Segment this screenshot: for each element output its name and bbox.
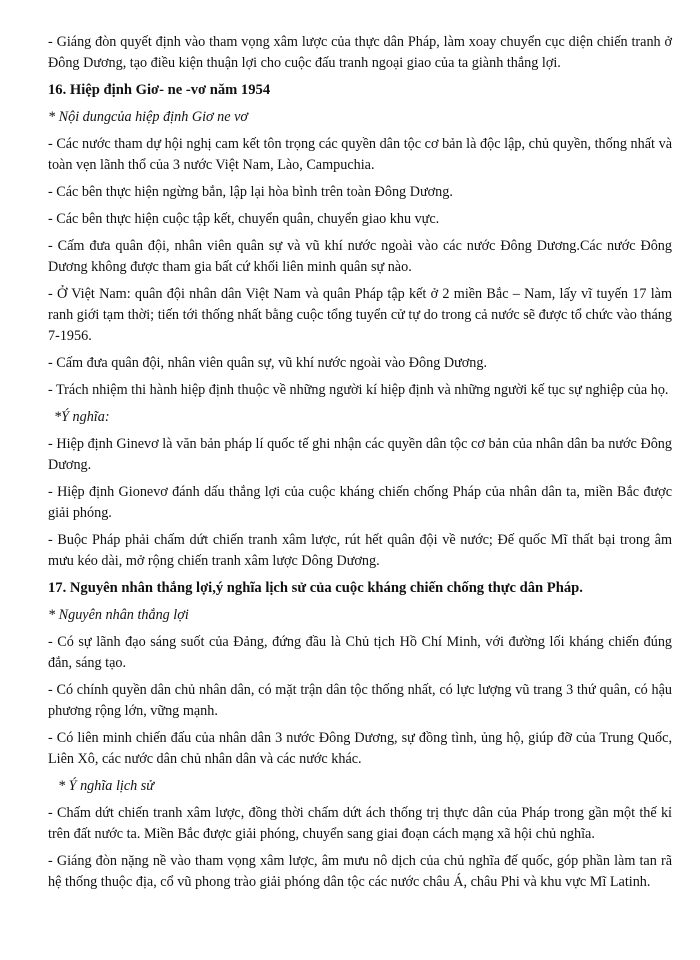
content-item: - Các bên thực hiện ngừng bắn, lập lại hòa bình trên toàn Đông Dương. [48, 184, 453, 200]
causes-subheading: * Nguyên nhân thắng lợi [48, 607, 189, 623]
meaning-item: - Hiệp định Gionevơ đánh dấu thắng lợi của cuộc kháng chiến chống Pháp của nhân dân ta, miền Bắc được giải phóng. [48, 484, 672, 521]
content-item: - Các nước tham dự hội nghị cam kết tôn trọng các quyền dân tộc cơ bản là độc lập, chủ quyền, thống nhất và toàn vẹn lãnh thổ của 3 nước Việt Nam, Lào, Campuchia. [48, 136, 672, 173]
section-17-heading: 17. Nguyên nhân thắng lợi,ý nghĩa lịch sử của cuộc kháng chiến chống thực dân Pháp. [48, 580, 583, 596]
content-item: - Cấm đưa quân đội, nhân viên quân sự và vũ khí nước ngoài vào các nước Đông Dương.Các nước Đông Dương không được tham gia bất cứ khối liên minh quân sự nào. [48, 238, 672, 275]
meaning-item: - Buộc Pháp phải chấm dứt chiến tranh xâm lược, rút hết quân đội về nước; Đế quốc Mĩ thất bại trong âm mưu kéo dài, mở rộng chiến tranh xâm lược Dông Dương. [48, 532, 672, 569]
content-item: - Các bên thực hiện cuộc tập kết, chuyển quân, chuyển giao khu vực. [48, 211, 440, 227]
meaning-subheading: *Ý nghĩa: [54, 409, 110, 425]
content-item: - Trách nhiệm thi hành hiệp định thuộc về những người kí hiệp định và những người kế tục sự nghiệp của họ. [48, 382, 669, 398]
meaning-item: - Hiệp định Ginevơ là văn bản pháp lí quốc tế ghi nhận các quyền dân tộc cơ bản của nhân dân ba nước Đông Dương. [48, 436, 672, 473]
section-16-heading: 16. Hiệp định Giơ- ne -vơ năm 1954 [48, 82, 271, 98]
significance-item: - Chấm dứt chiến tranh xâm lược, đồng thời chấm dứt ách thống trị thực dân của Pháp trong gần một thế kỉ trên đất nước ta. Miền Bắc được giải phóng, chuyển sang giai đoạn cách mạng xã hội chủ nghĩa. [48, 805, 672, 842]
content-subheading: * Nội dungcủa hiệp định Giơ ne vơ [48, 109, 248, 125]
significance-item: - Giáng đòn nặng nề vào tham vọng xâm lược, âm mưu nô dịch của chủ nghĩa đế quốc, góp phần làm tan rã hệ thống thuộc địa, cổ vũ phong trào giải phóng dân tộc các nước châu Á, châu Phi và khu vực Mĩ Latinh. [48, 853, 672, 890]
cause-item: - Có liên minh chiến đấu của nhân dân 3 nước Đông Dương, sự đồng tình, ủng hộ, giúp đỡ của Trung Quốc, Liên Xô, các nước dân chủ nhân dân và các nước khác. [48, 730, 672, 767]
significance-subheading: * Ý nghĩa lịch sử [58, 778, 155, 794]
cause-item: - Có chính quyền dân chủ nhân dân, có mặt trận dân tộc thống nhất, có lực lượng vũ trang 3 thứ quân, có hậu phương rộng lớn, vững mạnh. [48, 682, 672, 719]
cause-item: - Có sự lãnh đạo sáng suốt của Đảng, đứng đầu là Chủ tịch Hồ Chí Minh, với đường lối kháng chiến đúng đắn, sáng tạo. [48, 634, 672, 671]
intro-paragraph: - Giáng đòn quyết định vào tham vọng xâm lược của thực dân Pháp, làm xoay chuyển cục diện chiến tranh ở Đông Dương, tạo điều kiện thuận lợi cho cuộc đấu tranh ngoại giao của ta giành thắng lợi. [48, 34, 672, 71]
content-item: - Ở Việt Nam: quân đội nhân dân Việt Nam và quân Pháp tập kết ở 2 miền Bắc – Nam, lấy vĩ tuyến 17 làm ranh giới tạm thời; tiến tới thống nhất bằng cuộc tổng tuyển cử tự do trong cả nước sẽ được tổ chức vào tháng 7-1956. [48, 286, 672, 344]
content-item: - Cấm đưa quân đội, nhân viên quân sự, vũ khí nước ngoài vào Đông Dương. [48, 355, 488, 371]
